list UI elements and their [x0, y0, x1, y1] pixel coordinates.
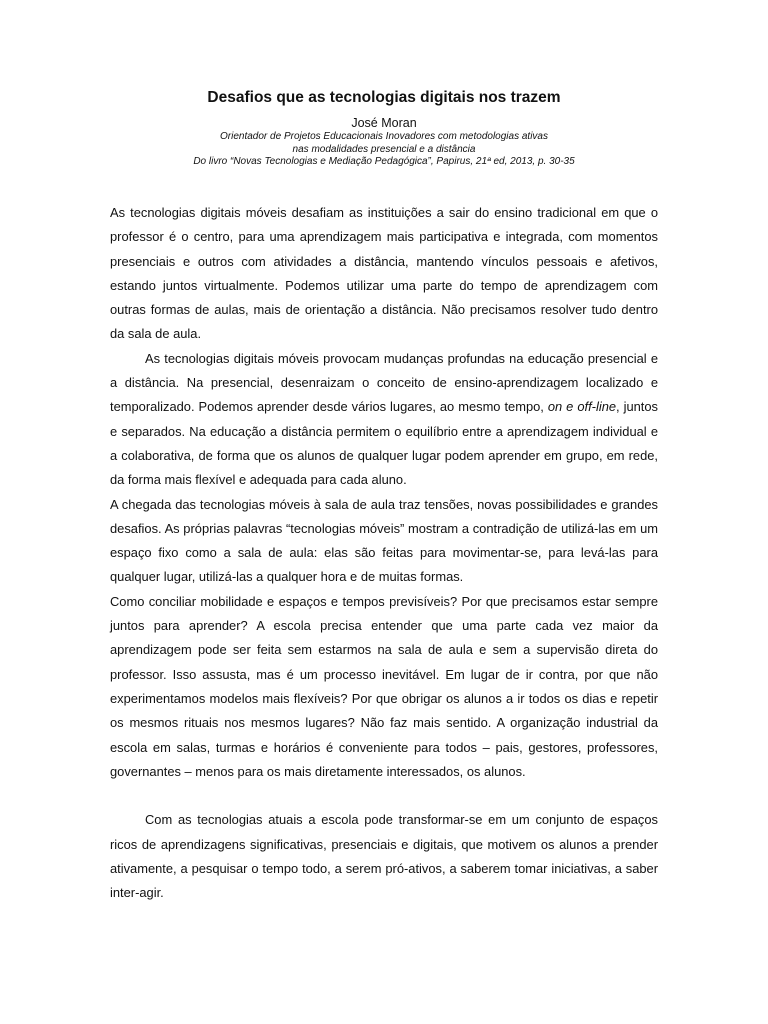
paragraph-2-emphasis: on e off-line: [547, 399, 617, 415]
source-citation: Do livro “Novas Tecnologias e Mediação Pedagógica”, Papirus, 21ª ed, 2013, p. 30-35: [193, 156, 575, 167]
paragraph-2-text-b: , juntos e separados. Na educação a distância permitem o equilíbrio entre a aprendizagem individual e a colaborativa, de forma que os alunos de qualquer lugar podem aprender em grupo, em rede, da forma mais flexível e adequada para cada aluno.: [110, 399, 658, 488]
document-header: [110, 88, 658, 169]
author-affiliation-line-2: nas modalidades presencial e a distância: [292, 143, 476, 155]
paragraph-2-text-a: As tecnologias digitais móveis provocam mudanças profundas na educação presencial e a distância. Na presencial, desenraizam o conceito de ensino-aprendizagem localizado e temporalizado. Podemos aprender desde vários lugares, ao mesmo tempo,: [110, 350, 658, 415]
document-body: [110, 201, 658, 906]
author-affiliation-line-1: Orientador de Projetos Educacionais Inovadores com metodologias ativas: [220, 131, 548, 142]
paragraph-4: Como conciliar mobilidade e espaços e tempos previsíveis? Por que precisamos estar sempre juntos para aprender? A escola precisa entender que uma parte cada vez maior da aprendizagem pode ser feita sem estarmos na sala de aula e sem a supervisão direta do professor. Isso assusta, mas é um processo inevitável. Em lugar de ir contra, por que não experimentamos modelos mais flexíveis? Por que obrigar os alunos a ir todos os dias e repetir os mesmos rituais nos mesmos lugares? Não faz mais sentido. A organização industrial da escola em salas, turmas e horários é conveniente para todos – pais, gestores, professores, governantes – menos para os mais diretamente interessados, os alunos.: [110, 593, 658, 779]
author-name: José Moran: [351, 116, 417, 130]
paragraph-2: [110, 347, 658, 493]
paragraph-5: Com as tecnologias atuais a escola pode transformar-se em um conjunto de espaços ricos de aprendizagens significativas, presenciais e digitais, que motivem os alunos a prender ativamente, a pesquisar o tempo todo, a serem pró-ativos, a saberem tomar iniciativas, a saber inter-agir.: [110, 812, 658, 901]
paragraph-1: As tecnologias digitais móveis desafiam as instituições a sair do ensino tradicional em que o professor é o centro, para uma aprendizagem mais participativa e integrada, com momentos presenciais e outros com atividades a distância, mantendo vínculos pessoais e afetivos, estando juntos virtualmente. Podemos utilizar uma parte do tempo de aprendizagem com outras formas de aulas, mais de orientação a distância. Não precisamos resolver tudo dentro da sala de aula.: [110, 205, 658, 342]
document-title: Desafios que as tecnologias digitais nos trazem: [207, 89, 561, 106]
paragraph-3: A chegada das tecnologias móveis à sala de aula traz tensões, novas possibilidades e grandes desafios. As próprias palavras “tecnologias móveis” mostram a contradição de utilizá-las em um espaço fixo como a sala de aula: elas são feitas para movimentar-se, para levá-las para qualquer lugar, utilizá-las a qualquer hora e de muitas formas.: [110, 496, 658, 585]
